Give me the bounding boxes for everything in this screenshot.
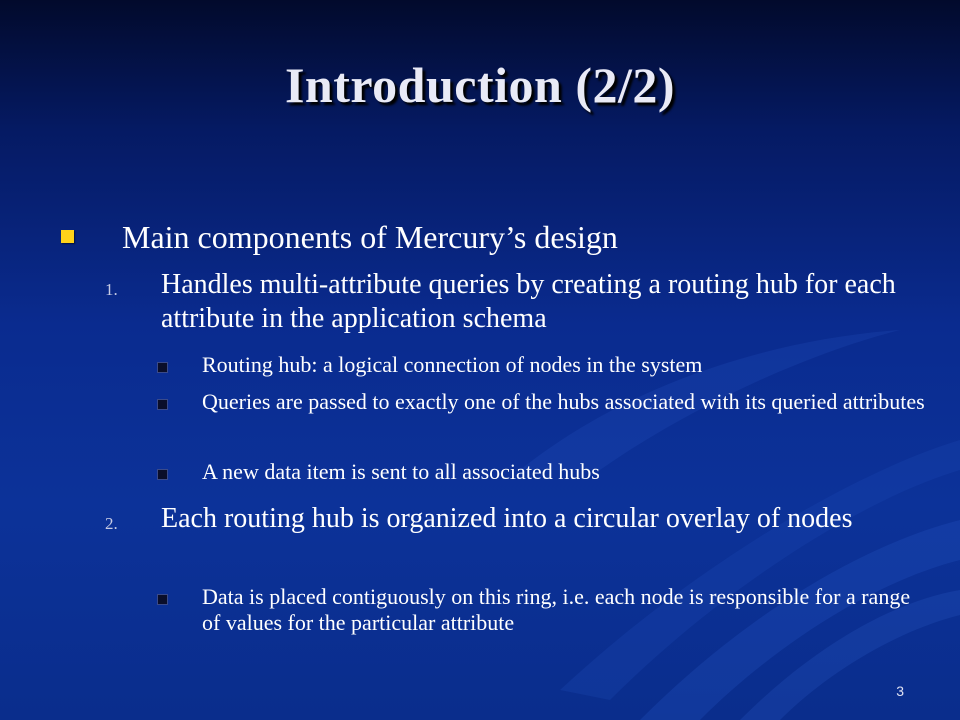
sub-bullet-square-icon <box>157 594 168 605</box>
item-1-subitem-2: Queries are passed to exactly one of the hubs associated with its queried attributes <box>202 389 925 414</box>
sub-bullet-square-icon <box>157 469 168 480</box>
item-1-subitem-1: Routing hub: a logical connection of nodes in the system <box>202 352 703 377</box>
sub-bullet-square-icon <box>157 362 168 373</box>
slide-number: 3 <box>896 683 904 699</box>
slide-title: Introduction (2/2) <box>284 57 676 113</box>
item-2-text: Each routing hub is organized into a circular overlay of nodes <box>161 503 853 534</box>
sub-bullet-square-icon <box>157 399 168 410</box>
item-2-number: 2. <box>105 514 118 533</box>
main-bullet-text: Main components of Mercury’s design <box>122 219 618 255</box>
item-1-subitem-3: A new data item is sent to all associated hubs <box>202 459 600 484</box>
item-1-text: Handles multi-attribute queries by creating a routing hub for each attribute in the application schema <box>161 269 896 334</box>
bullet-square-icon <box>61 230 74 243</box>
item-2-subitem-1: Data is placed contiguously on this ring, i.e. each node is responsible for a range of values for the particular attribute <box>202 584 911 636</box>
item-1-number: 1. <box>105 280 118 299</box>
